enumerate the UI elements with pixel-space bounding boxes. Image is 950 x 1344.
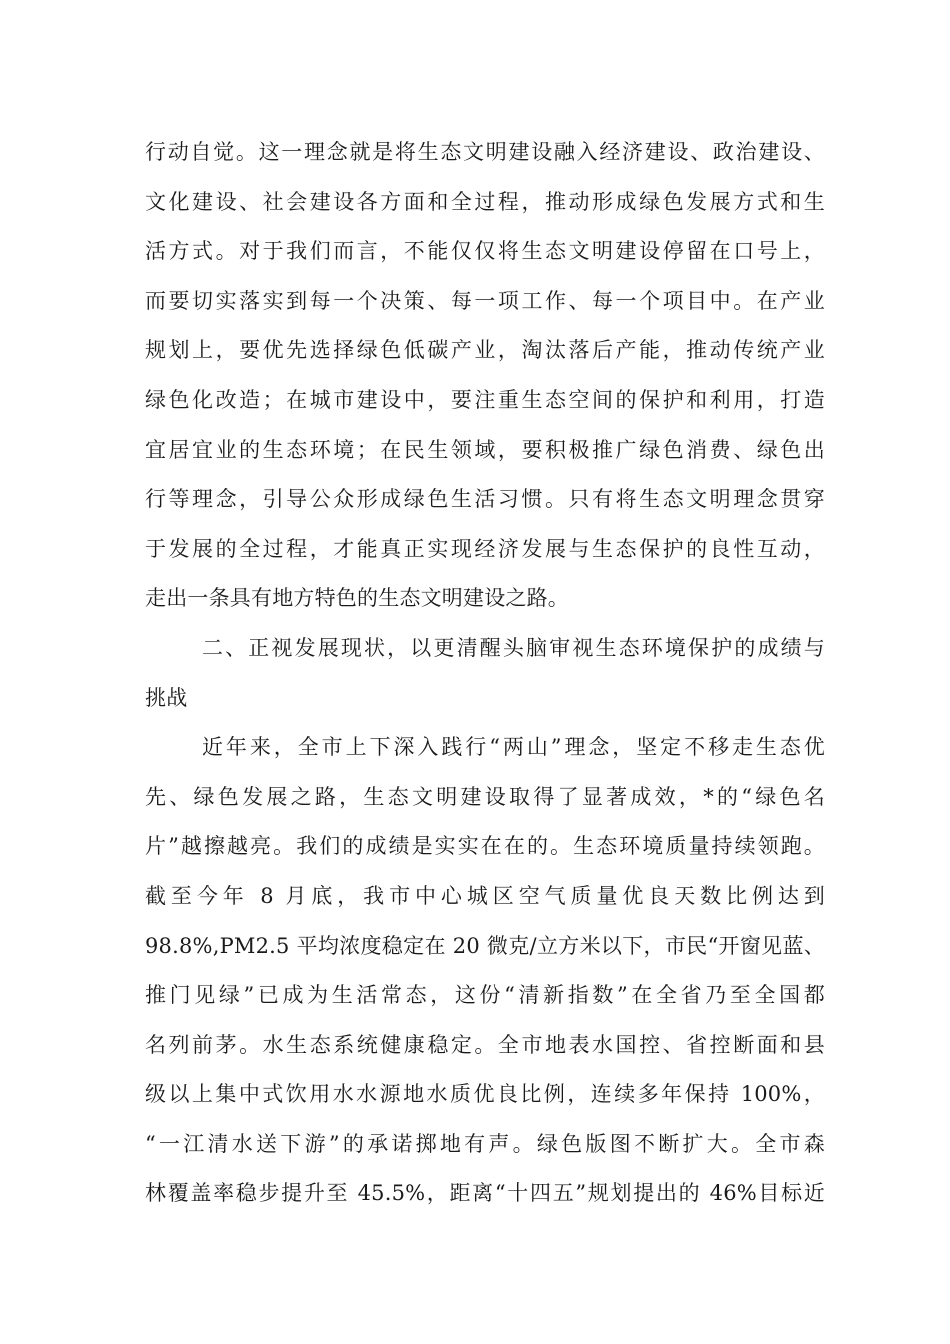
section-heading-continued: 挑战 [145, 685, 188, 710]
text-line: 于发展的全过程，才能真正实现经济发展与生态保护的良性互动， [145, 536, 825, 561]
text-line: 宜居宜业的生态环境；在民生领域，要积极推广绿色消费、绿色出 [145, 437, 825, 462]
text-line: 近年来，全市上下深入践行“两山”理念，坚定不移走生态优 [202, 735, 825, 760]
text-line: 文化建设、社会建设各方面和全过程，推动形成绿色发展方式和生 [145, 189, 825, 214]
text-line: 规划上，要优先选择绿色低碳产业，淘汰落后产能，推动传统产业 [145, 338, 825, 363]
text-line: 而要切实落实到每一个决策、每一项工作、每一个项目中。在产业 [145, 288, 825, 313]
text-line: 绿色化改造；在城市建设中，要注重生态空间的保护和利用，打造 [145, 387, 825, 412]
text-line: “一江清水送下游”的承诺掷地有声。绿色版图不断扩大。全市森 [145, 1131, 825, 1156]
text-line: 片”越擦越亮。我们的成绩是实实在在的。生态环境质量持续领跑。 [145, 834, 825, 859]
text-line: 行等理念，引导公众形成绿色生活习惯。只有将生态文明理念贯穿 [145, 487, 825, 512]
text-line: 截至今年 8 月底，我市中心城区空气质量优良天数比例达到 [145, 883, 825, 908]
text-line: 走出一条具有地方特色的生态文明建设之路。 [145, 586, 569, 611]
text-line: 先、绿色发展之路，生态文明建设取得了显著成效，*的“绿色名 [145, 784, 825, 809]
text-line: 活方式。对于我们而言，不能仅仅将生态文明建设停留在口号上， [145, 239, 825, 264]
text-line: 林覆盖率稳步提升至 45.5%，距离“十四五”规划提出的 46%目标近 [145, 1181, 825, 1206]
document-body [145, 128, 825, 1219]
text-line: 推门见绿”已成为生活常态，这份“清新指数”在全省乃至全国都 [145, 983, 825, 1008]
text-line: 级以上集中式饮用水水源地水质优良比例，连续多年保持 100%， [145, 1082, 825, 1107]
text-line: 名列前茅。水生态系统健康稳定。全市地表水国控、省控断面和县 [145, 1032, 825, 1057]
section-heading: 二、正视发展现状，以更清醒头脑审视生态环境保护的成绩与 [202, 635, 825, 660]
text-line: 行动自觉。这一理念就是将生态文明建设融入经济建设、政治建设、 [145, 140, 825, 164]
text-line: 98.8%,PM2.5 平均浓度稳定在 20 微克/立方米以下，市民“开窗见蓝、 [145, 933, 825, 958]
